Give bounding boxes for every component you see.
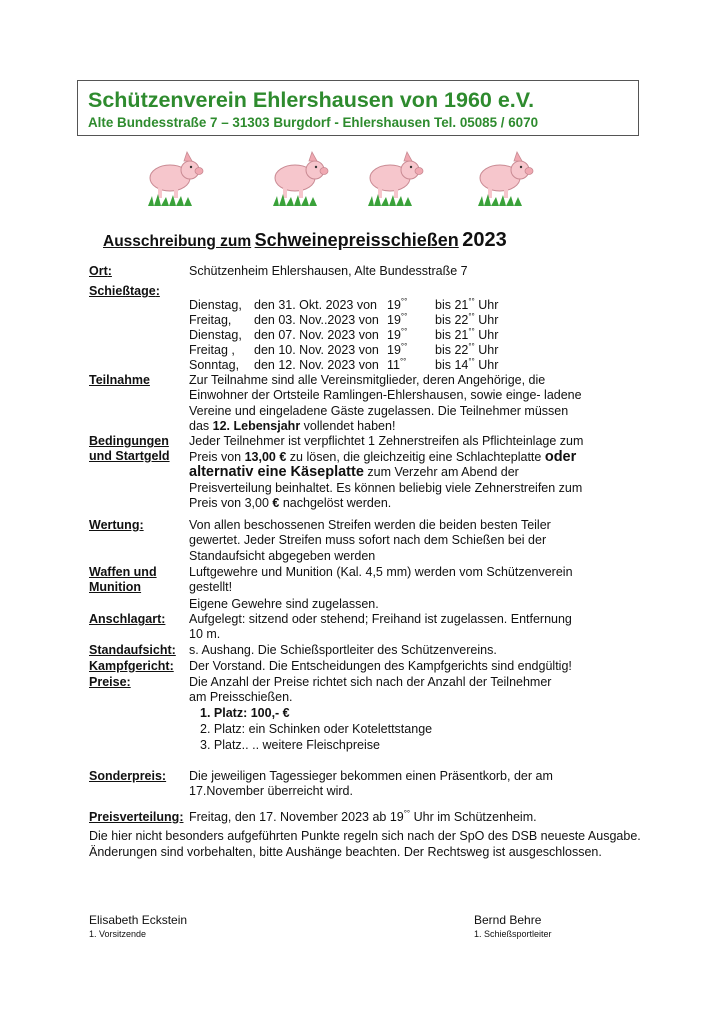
waffen-text: Luftgewehre und Munition (Kal. 4,5 mm) werden vom Schützenverein gestellt!	[189, 565, 573, 595]
waffen-label: Waffen und	[89, 565, 157, 579]
prize-1: 1. Platz: 100,- €	[200, 706, 290, 720]
startgeld-label: und Startgeld	[89, 449, 170, 463]
signature-name-1: Elisabeth Eckstein	[89, 913, 188, 927]
ort-text: Schützenheim Ehlershausen, Alte Bundesstraße 7	[189, 264, 468, 278]
preisverteilung-label: Preisverteilung:	[89, 810, 184, 824]
prize-3: 3. Platz.. .. weitere Fleischpreise	[200, 738, 380, 752]
pig-icon	[360, 146, 430, 208]
club-address: Alte Bundesstraße 7 – 31303 Burgdorf - Ehlershausen Tel. 05085 / 6070	[88, 115, 539, 130]
signature-name-2: Bernd Behre	[474, 913, 542, 927]
preisverteilung-text: Freitag, den 17. November 2023 ab 19°° Uhr im Schützenheim.	[189, 809, 537, 824]
title-part1: Ausschreibung zum	[103, 233, 252, 250]
kampfgericht-label: Kampfgericht:	[89, 659, 174, 673]
preise-text: Die Anzahl der Preise richtet sich nach der Anzahl der Teilnehmer am Preisschießen.	[189, 675, 552, 705]
anschlagart-label: Anschlagart:	[89, 612, 166, 626]
pig-icon	[140, 146, 210, 208]
title-year: 2023	[462, 229, 507, 251]
munition-label: Munition	[89, 580, 142, 594]
date-row: Dienstag, den 07. Nov. 2023 von 19°° bis 21°° Uhr	[189, 326, 499, 342]
schiesstage-dates	[189, 297, 499, 372]
date-row: Sonntag, den 12. Nov. 2023 von 11°° bis 14°° Uhr	[189, 356, 499, 372]
schiesstage-label: Schießtage:	[89, 284, 160, 298]
standaufsicht-text: s. Aushang. Die Schießsportleiter des Schützenvereins.	[189, 643, 497, 657]
title-part2: Schweinepreisschießen	[254, 230, 459, 250]
prize-2: 2. Platz: ein Schinken oder Kotelettstange	[200, 722, 433, 736]
teilnahme-label: Teilnahme	[89, 373, 150, 387]
bedingungen-label: Bedingungen	[89, 434, 169, 448]
anschlagart-text: Aufgelegt: sitzend oder stehend; Freihand ist zugelassen. Entfernung 10 m.	[189, 612, 572, 642]
footer-line-1: Die hier nicht besonders aufgeführten Punkte regeln sich nach der SpO des DSB neueste Ausgabe.	[89, 829, 641, 843]
wertung-text: Von allen beschossenen Streifen werden die beiden besten Teiler gewertet. Jeder Streifen muss sofort nach dem Schießen bei der Standaufsicht abgegeben werden	[189, 518, 551, 563]
date-row: Dienstag, den 31. Okt. 2023 von 19°° bis 21°° Uhr	[189, 297, 499, 312]
sonderpreis-label: Sonderpreis:	[89, 769, 167, 783]
date-row: Freitag, den 03. Nov..2023 von 19°° bis 22°° Uhr	[189, 311, 499, 327]
teilnahme-text: Zur Teilnahme sind alle Vereinsmitglieder, deren Angehörige, die Einwohner der Ortsteile Ramlingen-Ehlershausen, sowie einge- ladene Vereine und eingeladene Gäste zugelassen. Die Teilnehmer müssen das 12. Lebensjahr vollendet haben!	[189, 373, 582, 433]
signature-role-2: 1. Schießsportleiter	[474, 929, 552, 939]
ort-label: Ort:	[89, 264, 112, 278]
pig-icon	[265, 146, 335, 208]
date-row: Freitag , den 10. Nov. 2023 von 19°° bis 22°° Uhr	[189, 341, 499, 357]
signature-role-1: 1. Vorsitzende	[89, 929, 147, 939]
bedingungen-text: Jeder Teilnehmer ist verpflichtet 1 Zehnerstreifen als Pflichteinlage zum Preis von 13,00 € zu lösen, die gleichzeitig eine Schlachteplatte oder alternativ eine Käseplatte zum Verzehr am Abend der Preisverteilung beinhaltet. Es können beliebig viele Zehnerstreifen zum Preis von 3,00 € nachgelöst werden.	[189, 434, 584, 511]
kampfgericht-text: Der Vorstand. Die Entscheidungen des Kampfgerichts sind endgültig!	[189, 659, 572, 673]
club-name: Schützenverein Ehlershausen von 1960 e.V.	[88, 88, 535, 112]
document-title	[103, 229, 507, 252]
waffen-text2: Eigene Gewehre sind zugelassen.	[189, 597, 379, 611]
wertung-label: Wertung:	[89, 518, 144, 532]
pig-icon	[470, 146, 540, 208]
footer-line-2: Änderungen sind vorbehalten, bitte Aushänge beachten. Der Rechtsweg ist ausgeschlossen.	[89, 845, 602, 859]
standaufsicht-label: Standaufsicht:	[89, 643, 176, 657]
preise-label: Preise:	[89, 675, 131, 689]
sonderpreis-text: Die jeweiligen Tagessieger bekommen einen Präsentkorb, der am 17.November überreicht wird.	[189, 769, 553, 799]
